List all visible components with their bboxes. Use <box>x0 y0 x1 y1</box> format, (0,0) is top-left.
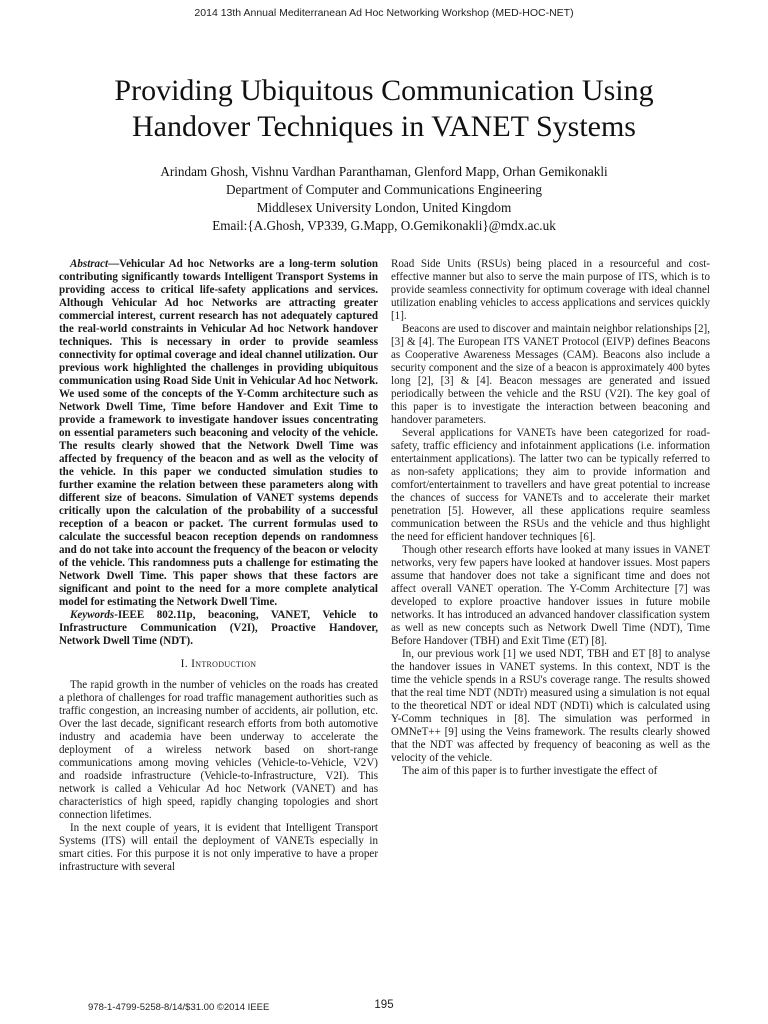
abstract <box>59 258 378 609</box>
right-paragraph: Several applications for VANETs have been categorized for road-safety, traffic efficiency and infotainment applications (i.e. information entertainment applications). The latter two can be typically referred to as non-safety applications; they aim to provide information and comfort/entertainment to travellers and have great potential to increase the chances of success for VANETs and to accelerate their market penetration [5]. However, all these applications require seamless communication between the RSUs and the vehicle and thus highlight the need for efficient handover techniques [6]. <box>391 427 710 543</box>
abstract-label: Abstract <box>70 258 109 270</box>
title-line-2: Handover Techniques in VANET Systems <box>132 110 636 143</box>
right-paragraph: Though other research efforts have looked at many issues in VANET networks, very few papers have looked at handover issues. Most papers assume that handover does not take a significant time and does not affect overall VANET operation. The Y-Comm Architecture [7] was developed to explore proactive handover issues in future mobile networks. It has introduced an advanced handover classification system as well as new concepts such as Network Dwell Time (NDT), Time Before Handover (TBH) and Exit Time (ET) [8]. <box>391 544 710 647</box>
keywords <box>59 609 378 648</box>
abstract-text: —Vehicular Ad hoc Networks are a long-term solution contributing significantly towards Intelligent Transport Systems in providing access to critical life-safety applications and services. Although Vehicular Ad hoc Networks are attracting greater commercial interest, current research has not adequately captured the real-world constraints in Vehicular Ad hoc Network handover techniques. This is necessary in order to provide seamless connectivity for optimal coverage and ideal channel utilization. Our previous work highlighted the challenges in providing ubiquitous communication using Road Side Unit in Vehicular Ad hoc Network. We used some of the concepts of the Y-Comm architecture such as Network Dwell Time, Time before Handover and Exit Time to provide a framework to investigate handover issues concentrating on essential parameters such beaconing and velocity of the vehicle. The results clearly showed that the Network Dwell Time was affected by frequency of the beacon and as well as the velocity of the vehicle. In this paper we conducted simulation studies to further examine the relation between these parameters along with different size of beacons. Simulation of VANET systems depends critically upon the calculation of the probability of a successful reception of a beacon or packet. The current formulas used to calculate the successful beacon reception depends on randomness and do not take into account the frequency of the beacon or velocity of the vehicle. This randomness puts a challenge for estimating the Network Dwell Time. This paper shows that these factors are significant and point to the need for a more complete analytical model for estimating the Network Dwell Time. <box>59 258 378 608</box>
page-number: 195 <box>374 999 394 1011</box>
right-paragraph: Beacons are used to discover and maintain neighbor relationships [2], [3] & [4]. The European ITS VANET Protocol (EIVP) defines Beacons as Cooperative Awareness Messages (CAM). Beacons also include a security component and the size of a beacon is approximately 400 bytes long [2], [3] & [4]. Beacon messages are generated and issued periodically between the vehicle and the RSU (V2I). The key goal of this paper is to investigate the interaction between beaconing and handover parameters. <box>391 323 710 426</box>
keywords-text: -IEEE 802.11p, beaconing, VANET, Vehicle to Infrastructure Communication (V2I), Proactive Handover, Network Dwell Time (NDT). <box>59 609 378 647</box>
author-names: Arindam Ghosh, Vishnu Vardhan Paranthaman, Glenford Mapp, Orhan Gemikonakli <box>160 164 608 179</box>
left-paragraph: The rapid growth in the number of vehicles on the roads has created a plethora of challenges for road traffic management authorities such as traffic congestion, an increasing number of accidents, air pollution, etc. Over the last decade, significant research efforts from both automotive industry and academia have been underway to accelerate the deployment of a wireless network based on short-range communications among moving vehicles (Vehicle-to-Vehicle, V2V) and roadside infrastructure (Vehicle-to-Infrastructure, V2I). This network is called a Vehicular Ad hoc Network (VANET) and has characteristics of high speed, rapidly changing topologies and short connection lifetimes. <box>59 679 378 821</box>
right-paragraph: In, our previous work [1] we used NDT, TBH and ET [8] to analyse the handover issues in VANET systems. In this context, NDT is the time the vehicle spends in a RSU's coverage range. The results showed that the real time NDT (NDTr) measured using a simulation is not equal to the theoretical NDT or ideal NDT (NDTi) which is calculated using Y-Comm techniques in [8]. The simulation was performed in OMNeT++ [9] using the Veins framework. The results clearly showed that the NDT was affected by frequency of beaconing as well as the velocity of the vehicle. <box>391 648 710 764</box>
left-paragraph: In the next couple of years, it is evident that Intelligent Transport Systems (ITS) will entail the deployment of VANETs especially in smart cities. For this purpose it is not only imperative to have a proper infrastructure with several <box>59 822 378 873</box>
section-title: Introduction <box>191 658 257 670</box>
left-column <box>59 258 378 874</box>
section-heading-introduction <box>59 658 378 671</box>
title-line-1: Providing Ubiquitous Communication Using <box>114 74 654 107</box>
conference-header: 2014 13th Annual Mediterranean Ad Hoc Networking Workshop (MED-HOC-NET) <box>194 7 574 19</box>
paper-title <box>40 73 728 145</box>
keywords-label: Keywords <box>70 609 115 621</box>
author-block <box>40 163 728 235</box>
right-column <box>391 258 710 778</box>
author-university: Middlesex University London, United Kingdom <box>256 200 512 215</box>
section-number: I. <box>180 658 188 670</box>
right-paragraph: Road Side Units (RSUs) being placed in a resourceful and cost-effective manner but also to serve the main purpose of ITS, which is to provide seamless connectivity for optimum coverage with ideal channel utilization enabling vehicles to access applications and services quickly [1]. <box>391 258 710 322</box>
copyright-line: 978-1-4799-5258-8/14/$31.00 ©2014 IEEE <box>88 1002 270 1013</box>
right-paragraph: The aim of this paper is to further investigate the effect of <box>402 765 658 777</box>
author-email: Email:{A.Ghosh, VP339, G.Mapp, O.Gemikonakli}@mdx.ac.uk <box>212 218 556 233</box>
author-department: Department of Computer and Communications Engineering <box>225 182 543 197</box>
